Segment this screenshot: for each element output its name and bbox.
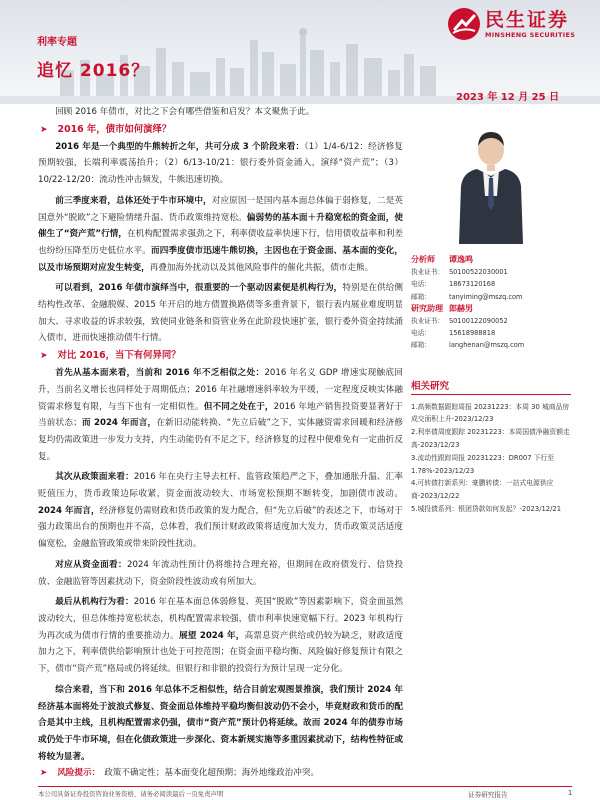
section-heading-1 xyxy=(38,121,403,139)
analyst-photo xyxy=(411,124,571,244)
related-research-item[interactable]: 1.高频数据跟踪周报 20231223：本周 30 城商品房成交面积上升-2023/12/23 xyxy=(411,402,570,424)
related-research-list xyxy=(411,401,571,516)
related-research-item[interactable]: 2.利率债周度跟踪 20231223：本周国债净融资额走高-2023/12/23 xyxy=(411,428,570,450)
analyst-role: 研究助理 xyxy=(411,303,443,313)
arrow-bullet-icon: ➤ xyxy=(40,124,48,135)
paragraph: 最后从机构行为看：2016 年在基本面总体弱修复、英国“脱欧”等因素影响下，资金面虽然波动较大，但总体维持宽松状态，机构配置需求较强，债市利率快速宽幅下行。2023 年机构行为再次成为债市行情的重要推动力。展望 2024 年，高票息资产供给或仍较为缺乏，财政适度加力之下，利率债供给影响预计也处于可控范围；在资金面平稳均衡、风险偏好修复预计有限之下，债市“资产荒”格局或仍将延续。但银行和非银的投资行为预计呈现一定分化。 xyxy=(38,597,403,675)
footer-disclaimer: 本公司具备证券投资咨询业务资格，请务必阅读最后一页免责声明 xyxy=(38,790,224,798)
related-research xyxy=(411,378,571,516)
logo-mark-icon xyxy=(447,7,481,41)
paragraph: 可以看到，2016 年债市演绎当中，很重要的一个驱动因素便是机构行为，特别是在供给侧结构性改革、金融脱媒、2015 年开启的地方债置换路债等多重背景下，银行表内展业难度明显加大、寻求收益的诉求较强，致使同业链条和资管业务在此阶段快速扩张，银行委外资金持续涌入债市，进而快速推动债牛行情。 xyxy=(38,283,403,344)
header-banner xyxy=(0,0,600,104)
paragraph: 其次从政策面来看：2016 年在央行主导去杠杆、监管政策趋严之下，叠加通胀升温、汇率贬值压力，货币政策边际收紧，资金面波动较大、市场宽松预期不断转变，加剧债市波动。2024 年而言，经济修复仍需财政和货币政策的发力配合，但“先立后破”的表述之下，市场对于强力政策出台的预期也并不高，总体看，我们预计财政政策将适度加大发力，货币政策灵活适度偏宽松，金融监管政策或带来阶段性扰动。 xyxy=(38,472,404,550)
analyst-name: 谭逸鸣 xyxy=(449,255,473,264)
section-heading-text: 对比 2016，当下有何异同？ xyxy=(57,350,181,362)
analyst-license: S0100522030001 xyxy=(449,268,508,277)
analyst-phone: 15618988818 xyxy=(449,329,496,338)
arrow-bullet-icon: ➤ xyxy=(40,768,48,779)
report-type: 利率专题 xyxy=(37,37,77,48)
brand-name-en: MINSHENG SECURITIES xyxy=(485,30,576,39)
paragraph: 2016 年是一个典型的牛熊转折之年，共可分成 3 个阶段来看：（1）1/4-6/12：经济修复预期较强，长端利率震荡抬升；（2）6/13-10/21：银行委外资金涌入，演绎“资产荒”；（3）10/22-12/20：流动性冲击频发，牛熊迅速切换。 xyxy=(38,141,403,186)
analyst-role: 分析师 xyxy=(411,255,435,264)
report-date: 2023 年 12 月 25 日 xyxy=(456,92,560,103)
section-heading-2 xyxy=(38,347,403,365)
risk-warning xyxy=(38,765,403,782)
related-research-title: 相关研究 xyxy=(411,378,571,395)
risk-text: 政策不确定性；基本面变化超预期；海外地缘政治冲突。 xyxy=(104,768,320,779)
analyst-2-header xyxy=(411,303,571,315)
analyst-name: 郎赫男 xyxy=(449,303,473,313)
paragraph: 首先从基本面来看，当前和 2016 年不乏相似之处：2016 年名义 GDP 增速实现触底回升，当前名义增长也同样处于周期低点；2016 年社融增速斜率较为平缓，一定程度反映实体融资需求修复有限，与当下也有一定相似性。但不同之处在于，2016 年地产销售投资要显著好于当前状态；而 2024 年而言，在新旧动能转换、“先立后破”之下，实体融资需求回暖和经济修复均仍需政策进一步发力支持，内生动能仍有不足之下，经济修复的过程中便难免有一定曲折反复。 xyxy=(38,368,403,462)
risk-label: 风险提示： xyxy=(57,768,101,779)
related-research-item[interactable]: 5.城投债系列：银团贷款如何发起？-2023/12/21 xyxy=(411,505,562,513)
minsheng-logo xyxy=(447,6,597,42)
paragraph: 前三季度来看，总体还处于牛市环境中，对应原因一是国内基本面总体偏于弱修复，二是英国意外“脱欧”之下避险情绪升温、货币政策维持宽松。偏弱势的基本面＋升稳宽松的资金面，使催生了“资产荒”行情，在机构配置需求强劲之下，利率债收益率快速下行，信用债收益率和利差也纷纷压降至历史低位水平。而四季度债市迅速牛熊切换，主因也在于资金面、基本面的变化，以及市场预期对应发生转变，再叠加海外扰动以及其他风险事件的催化共振，债市走熊。 xyxy=(38,195,403,273)
page-title: 追忆 2016？ xyxy=(37,61,150,81)
related-research-item[interactable]: 3.流动性跟踪周报 20231223：DR007 下行至 1.78%-2023/12/23 xyxy=(411,453,555,475)
analyst-license: S0100122090052 xyxy=(449,317,508,326)
related-research-item[interactable]: 4.可转债打新系列：豪鹏转债：一站式电源供应商-2023/12/22 xyxy=(411,479,554,501)
analyst-email[interactable]: langhenan@mszq.com xyxy=(449,341,525,350)
intro-paragraph: 回顾 2016 年债市，对比之下会有哪些借鉴和启发？本文聚焦于此。 xyxy=(55,107,315,117)
paragraph: 综合来看，当下和 2016 年总体不乏相似性，结合目前宏观图景推演，我们预计 2024 年经济基本面将处于波浪式修复、资金面总体维持平稳均衡但波动仍不会小，毕竟财政和货币的配合是其中主线，且机构配置需求仍强，债市“资产荒”预计仍将延续。故而 2024 年的债券市场或仍处于牛市环境，但在化债政策进一步深化、资本新规实施等多重因素扰动下，结构性特征或将较为显著。 xyxy=(38,684,403,762)
page-number: 1 xyxy=(568,789,573,797)
sidebar xyxy=(411,124,571,516)
arrow-bullet-icon: ➤ xyxy=(40,351,48,362)
paragraph: 对应从资金面看：2024 年流动性预计仍将维持合理充裕，但期间在政府债发行、信贷投放、金融监管等因素扰动下，资金阶段性波动或有所加大。 xyxy=(38,559,403,587)
footer-doc-type: 证券研究报告 xyxy=(468,791,508,799)
footer-divider xyxy=(38,786,572,787)
main-content xyxy=(38,104,403,782)
brand-name-cn: 民生证券 xyxy=(485,8,570,31)
analyst-info: 分析师 谭逸鸣 执业证书： S0100522030001 电话： 18673120168 邮箱： tanyiming@mszq.com 研究助理 郎赫男 执业证书： S0100122090052 电话： 15618988818 邮箱： langhenan@mszq.com xyxy=(411,254,571,352)
analyst-portrait-image xyxy=(455,126,527,244)
analyst-phone: 18673120168 xyxy=(449,280,496,289)
section-heading-text: 2016 年，债市如何演绎？ xyxy=(57,123,172,135)
analyst-1-header xyxy=(411,254,571,266)
analyst-email[interactable]: tanyiming@mszq.com xyxy=(449,292,523,301)
